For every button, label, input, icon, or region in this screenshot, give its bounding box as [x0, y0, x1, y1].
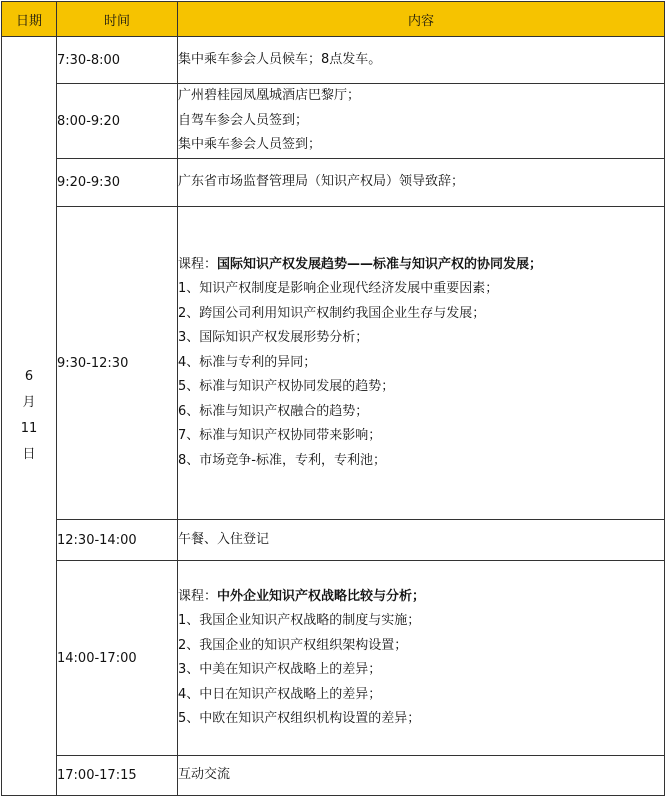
time-cell: 9:20-9:30 — [57, 159, 178, 207]
time-cell: 9:30-12:30 — [57, 207, 178, 520]
header-content: 内容 — [178, 2, 665, 37]
time-cell: 12:30-14:00 — [57, 520, 178, 561]
content-line: 8、市场竞争-标准，专利，专利池； — [178, 452, 386, 468]
content-line: 集中乘车参会人员候车；8点发车。 — [178, 51, 382, 67]
table-row — [2, 159, 665, 207]
content-line: 4、标准与专利的异同； — [178, 354, 317, 370]
content-cell — [178, 520, 665, 561]
content-line: 2、我国企业的知识产权组织架构设置； — [178, 637, 408, 653]
course-title: 国际知识产权发展趋势——标准与知识产权的协同发展； — [217, 256, 543, 272]
header-date: 日期 — [2, 2, 57, 37]
content-line: 广州碧桂园凤凰城酒店巴黎厅； — [178, 88, 361, 104]
header-time: 时间 — [57, 2, 178, 37]
course-heading — [178, 253, 664, 278]
table-row — [2, 520, 665, 561]
header-row — [2, 2, 665, 37]
time-cell: 17:00-17:15 — [57, 756, 178, 796]
date-part: 6 — [24, 369, 34, 384]
table-row — [2, 756, 665, 796]
course-title: 中外企业知识产权战略比较与分析； — [217, 588, 426, 604]
content-line: 1、我国企业知识产权战略的制度与实施； — [178, 613, 421, 628]
schedule-table — [1, 1, 665, 796]
table-row — [2, 561, 665, 756]
content-line: 自驾车参会人员签到； — [178, 112, 309, 128]
content-line: 1、知识产权制度是影响企业现代经济发展中重要因素； — [178, 281, 499, 297]
content-line: 广东省市场监督管理局（知识产权局）领导致辞； — [178, 174, 465, 190]
date-part: 11 — [20, 421, 38, 436]
content-cell — [178, 37, 665, 84]
content-line: 集中乘车参会人员签到； — [178, 137, 322, 153]
content-cell — [178, 756, 665, 796]
content-line: 6、标准与知识产权融合的趋势； — [178, 403, 369, 419]
content-line: 互动交流 — [178, 767, 231, 783]
content-line: 3、国际知识产权发展形势分析； — [178, 330, 369, 346]
date-cell — [2, 37, 57, 796]
content-cell — [178, 159, 665, 207]
content-line: 5、标准与知识产权协同发展的趋势； — [178, 379, 395, 395]
content-cell — [178, 84, 665, 159]
content-line: 午餐、入住登记 — [178, 531, 270, 547]
course-prefix: 课程： — [178, 256, 218, 272]
content-line: 7、标准与知识产权协同带来影响； — [178, 428, 382, 444]
table-row — [2, 84, 665, 159]
time-cell: 14:00-17:00 — [57, 561, 178, 756]
content-line: 3、中美在知识产权战略上的差异； — [178, 662, 382, 677]
table-row — [2, 207, 665, 520]
content-line: 5、中欧在知识产权组织机构设置的差异； — [178, 711, 421, 726]
content-cell — [178, 207, 665, 520]
content-line: 2、跨国公司利用知识产权制约我国企业生存与发展； — [178, 305, 486, 321]
time-cell: 7:30-8:00 — [57, 37, 178, 84]
content-line: 4、中日在知识产权战略上的差异； — [178, 686, 382, 702]
content-cell — [178, 561, 665, 756]
course-prefix: 课程： — [178, 588, 218, 604]
course-heading — [178, 585, 664, 610]
time-cell: 8:00-9:20 — [57, 84, 178, 159]
table-row — [2, 37, 665, 84]
date-part: 月 — [22, 395, 36, 410]
date-part: 日 — [22, 447, 36, 462]
